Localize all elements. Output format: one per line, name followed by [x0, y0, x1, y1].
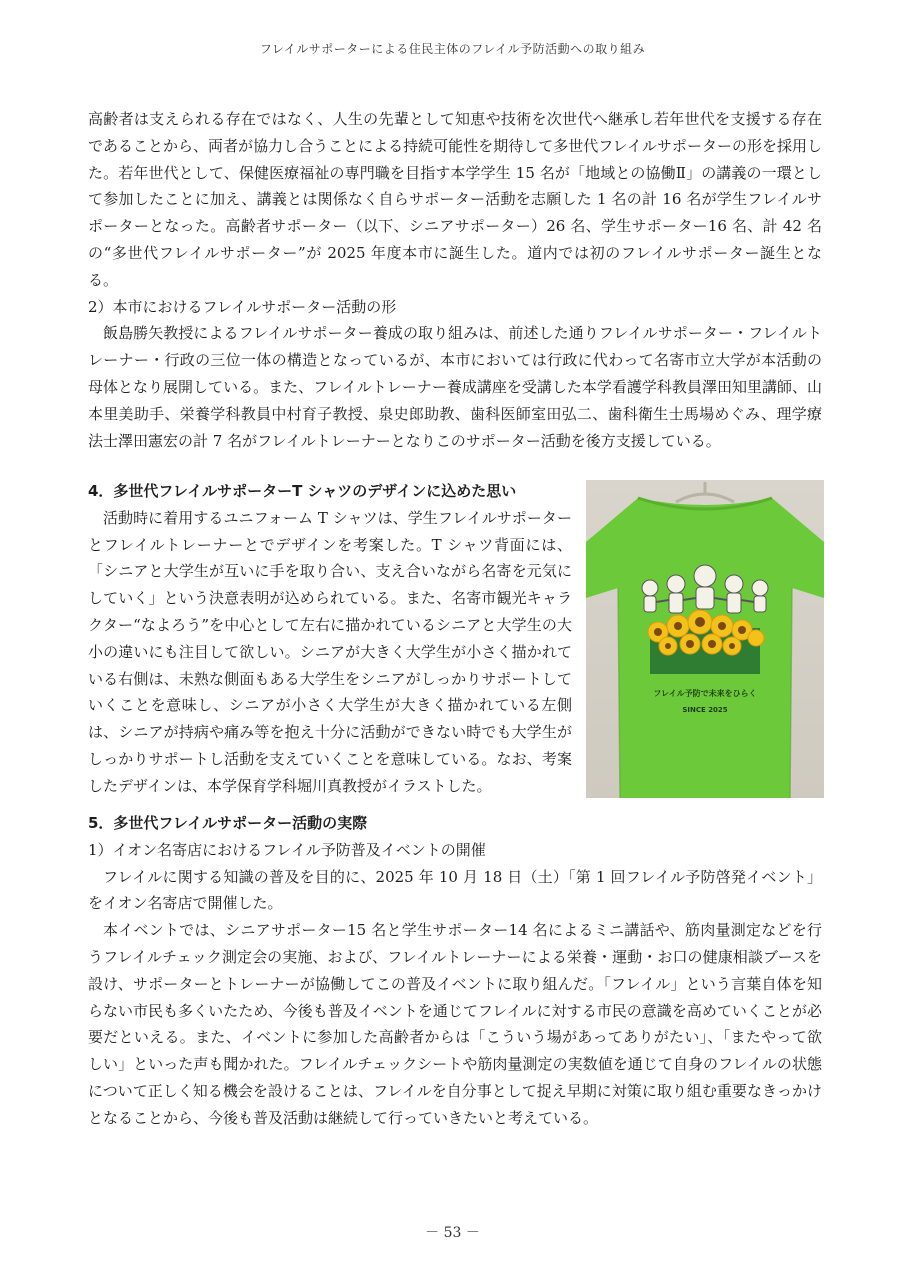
print-since: SINCE 2025 [682, 706, 728, 714]
intro-paragraph: 高齢者は支えられる存在ではなく、人生の先輩として知恵や技術を次世代へ継承し若年世代を支援する存在であることから、両者が協力し合うことによる持続可能性を期待して多世代フレイルサポーターの形を採用した。若年世代として、保健医療福祉の専門職を目指す本学学生 15 名が「地域との協働Ⅱ」の講義の一環として参加したことに加え、講義とは関係なく自らサポーター活動を志願した 1 名の計 16 名が学生フレイルサポーターとなった。高齢者サポーター（以下、シニアサポーター）26 名、学生サポーター16 名、計 42 名の“多世代フレイルサポーター”が 2025 年度本市に誕生した。道内では初のフレイルサポーター誕生となる。 [88, 110, 822, 289]
tshirt-illustration [586, 480, 824, 798]
section-4-title: 4．多世代フレイルサポーターT シャツのデザインに込めた思い [88, 482, 517, 500]
section-5-paragraph-2: 本イベントでは、シニアサポーター15 名と学生サポーター14 名によるミニ講話や、筋肉量測定などを行うフレイルチェック測定会の実施、および、フレイルトレーナーによる栄養・運動・お口の健康相談ブースを設け、サポーターとトレーナーが協働してこの普及イベントに取り組んだ。「フレイル」という言葉自体を知らない市民も多くいたため、今後も普及イベントを通じてフレイルに対する市民の意識を高めていくことが必要だといえる。また、イベントに参加した高齢者からは「こういう場があってありがたい」、「またやって欲しい」といった声も聞かれた。フレイルチェックシートや筋肉量測定の実数値を通じて自身のフレイルの状態について正しく知る機会を設けることは、フレイルを自分事として捉え早期に対策に取り組む重要なきっかけとなることから、今後も普及活動は継続して行っていきたいと考えている。 [88, 921, 822, 1127]
page-number: － 53 － [425, 1225, 480, 1241]
subsection-2-heading: 2）本市におけるフレイルサポーター活動の形 [88, 297, 397, 316]
running-head: フレイルサポーターによる住民主体のフレイル予防活動への取り組み [259, 42, 646, 56]
section-5-paragraph-1: フレイルに関する知識の普及を目的に、2025 年 10 月 18 日（土）「第 1 回フレイル予防啓発イベント」をイオン名寄店で開催した。 [88, 867, 822, 913]
print-slogan: フレイル予防で未来をひらく [653, 689, 757, 698]
tshirt-photo [586, 480, 824, 798]
subsection-2-text: 飯島勝矢教授によるフレイルサポーター養成の取り組みは、前述した通りフレイルサポーター・フレイルトレーナー・行政の三位一体の構造となっているが、本市においては行政に代わって名寄市立大学が本活動の母体となり展開している。また、フレイルトレーナー養成講座を受講した本学看護学科教員澤田知里講師、山本里美助手、栄養学科教員中村育子教授、泉史郎助教、歯科医師室田弘二、歯科衛生士馬場めぐみ、理学療法士澤田憲宏の計 7 名がフレイルトレーナーとなりこのサポーター活動を後方支援している。 [88, 324, 822, 450]
body-area [88, 106, 822, 454]
section-5-subsection-1-heading: 1）イオン名寄店におけるフレイル予防普及イベントの開催 [88, 840, 486, 859]
section-4-text: 活動時に着用するユニフォーム T シャツは、学生フレイルサポーターとフレイルトレーナーとでデザインを考案した。T シャツ背面には、「シニアと大学生が互いに手を取り合い、支え合いながら名寄を元気にしていく」という決意表明が込められている。また、名寄市観光キャラクター“なよろう”を中心として左右に描かれているシニアと大学生の大小の違いにも注目して欲しい。シニアが大きく大学生が小さく描かれている右側は、未熟な側面もある大学生をシニアがしっかりサポートしていくことを意味し、シニアが小さく大学生が大きく描かれている左側は、シニアが持病や痛み等を抱え十分に活動ができない時でも大学生がしっかりサポートし活動を支えていくことを意味している。なお、考案したデザインは、本学保育学科堀川真教授がイラストした。 [88, 508, 572, 795]
section-5-title: 5．多世代フレイルサポーター活動の実際 [88, 814, 368, 832]
section-5 [88, 810, 822, 1132]
